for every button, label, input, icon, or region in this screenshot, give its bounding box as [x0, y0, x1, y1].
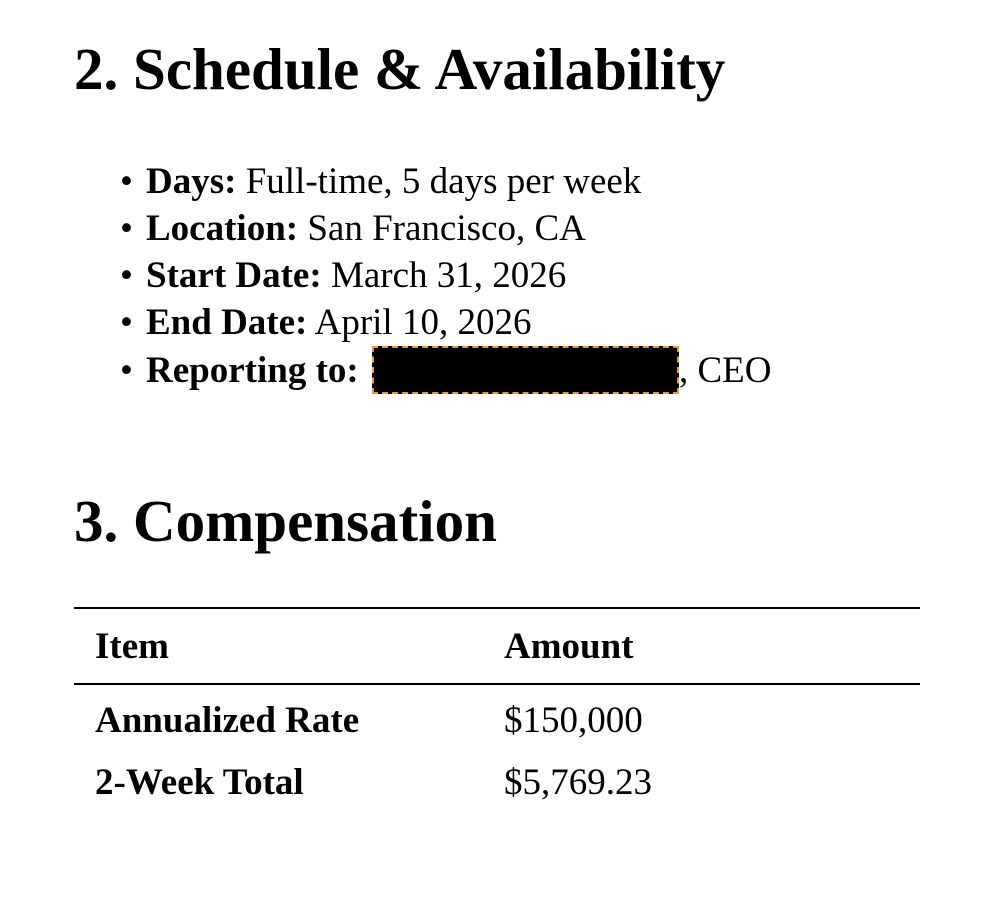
bullet-icon: •	[120, 350, 133, 391]
bullet-icon: •	[120, 208, 133, 249]
table-cell-amount: $150,000	[504, 699, 643, 741]
item-label: Location:	[146, 208, 299, 249]
column-header-amount: Amount	[504, 625, 634, 667]
item-value: April 10, 2026	[314, 302, 532, 343]
column-header-item: Item	[95, 625, 169, 667]
section-heading-compensation: 3. Compensation	[74, 488, 497, 554]
bullet-icon: •	[120, 302, 133, 343]
item-value: , CEO	[678, 350, 772, 391]
bullet-icon: •	[120, 161, 133, 202]
table-row	[74, 751, 920, 813]
table-row	[74, 684, 920, 751]
table-header-row	[74, 608, 920, 684]
item-value: March 31, 2026	[330, 255, 567, 296]
item-label: Days:	[146, 161, 237, 202]
list-item-days	[120, 158, 771, 205]
item-label: Reporting to:	[146, 350, 359, 391]
list-item-location	[120, 205, 771, 252]
item-value: Full-time, 5 days per week	[245, 161, 642, 202]
list-item-end-date	[120, 299, 771, 346]
table-cell-item: 2-Week Total	[95, 761, 304, 803]
section-heading-schedule: 2. Schedule & Availability	[74, 36, 726, 102]
schedule-details-list	[120, 158, 771, 394]
table-cell-amount: $5,769.23	[504, 761, 652, 803]
item-label: Start Date:	[146, 255, 322, 296]
list-item-reporting-to	[120, 346, 771, 394]
redaction-box[interactable]	[372, 346, 679, 394]
item-value: San Francisco, CA	[307, 208, 586, 249]
list-item-start-date	[120, 252, 771, 299]
item-label: End Date:	[146, 302, 308, 343]
bullet-icon: •	[120, 255, 133, 296]
compensation-table	[74, 607, 920, 813]
table-cell-item: Annualized Rate	[95, 699, 360, 741]
